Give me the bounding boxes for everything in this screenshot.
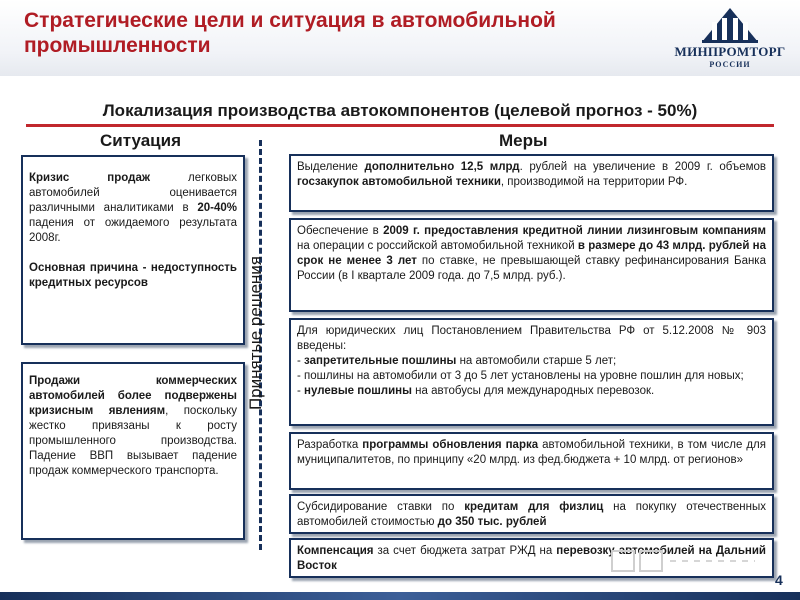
- building-icon: [672, 4, 788, 44]
- m2-bold-1: 2009 г. предоставления кредитной линии лизинговым компаниям: [383, 225, 766, 237]
- situation-box-commercial: [21, 362, 245, 540]
- watermark-icon: [610, 545, 760, 575]
- slide-title: Стратегические цели и ситуация в автомобильной промышленности: [24, 9, 556, 57]
- measure-box-1: [289, 154, 774, 212]
- situation-box-crisis: [21, 155, 245, 345]
- m4-text-2: автомобильной техники, в том числе для муниципалитетов, по принципу «20 млрд. из фед.бюджета + 10 млрд. от регионов»: [297, 439, 766, 466]
- m4-text-1: Разработка: [297, 439, 363, 451]
- m2-text-2: на операции с российской автомобильной техникой: [297, 240, 578, 252]
- m3-text-1: на автомобили старше 5 лет;: [456, 355, 617, 367]
- main-reason: Основная причина - недоступность кредитных ресурсов: [29, 262, 237, 289]
- measure-box-4: [289, 432, 774, 490]
- crisis-percent: 20-40%: [197, 202, 237, 214]
- slide-header: [0, 0, 800, 76]
- decisions-label: Принятые решения: [246, 255, 265, 411]
- m3-bold-3: нулевые пошлины: [304, 385, 412, 397]
- m2-bold-2: в размере до 43 млрд. рублей на срок не менее 3 лет: [297, 240, 766, 267]
- m6-text-1: за счет бюджета затрат РЖД на: [373, 545, 557, 557]
- m1-text-3: , производимой на территории РФ.: [500, 176, 688, 188]
- m5-bold-1: кредитам для физлиц: [464, 501, 604, 513]
- m6-bold-2: перевозку автомобилей на Дальний Восток: [297, 545, 766, 572]
- commercial-bold: Продажи коммерческих автомобилей более подвержены кризисным явлениям: [29, 375, 237, 417]
- measure-box-2: [289, 218, 774, 312]
- m4-bold-1: программы обновления парка: [362, 439, 539, 451]
- m3-bold-1: запретительные пошлины: [304, 355, 457, 367]
- ministry-logo: [672, 4, 788, 72]
- commercial-text: , поскольку жестко привязаны к росту промышленного производства. Падение ВВП вызывает падение продаж коммерческого транспорта.: [29, 405, 237, 477]
- slide-subtitle: Локализация производства автокомпонентов (целевой прогноз - 50%): [102, 101, 698, 120]
- crisis-bold: Кризис продаж: [29, 172, 150, 184]
- m1-text-1: Выделение: [297, 161, 365, 173]
- crisis-text: легковых автомобилей оценивается различными аналитиками в: [29, 172, 237, 214]
- m3-text-3: на автобусы для международных перевозок.: [411, 385, 655, 397]
- m3-text-2: - пошлины на автомобили от 3 до 5 лет установлены на уровне пошлин для новых;: [297, 370, 744, 382]
- logo-name: МИНПРОМТОРГ: [674, 44, 786, 59]
- footer-bar: [0, 592, 800, 600]
- m3-intro: Для юридических лиц Постановлением Правительства РФ от 5.12.2008 № 903 введены:: [297, 325, 766, 352]
- m1-text-2: . рублей на увеличение в 2009 г. объемов: [519, 161, 767, 173]
- crisis-text-2: падения от ожидаемого результата 2008г.: [29, 217, 237, 244]
- m3-dash-1: -: [297, 355, 305, 367]
- subtitle-divider: [26, 124, 774, 127]
- logo-country: РОССИИ: [709, 60, 751, 69]
- page-number: 4: [775, 572, 783, 588]
- m2-text-3: по ставке, не превышающей ставку рефинансирования Банка России (в I квартале 2009 года. до 7,5 млрд. руб.).: [297, 255, 766, 282]
- m5-text-1: Субсидирование ставки по: [297, 501, 465, 513]
- m5-bold-2: до 350 тыс. рублей: [437, 516, 547, 528]
- m2-text-1: Обеспечение в: [297, 225, 384, 237]
- measure-box-3: [289, 318, 774, 426]
- m1-bold-2: госзакупок автомобильной техники: [297, 176, 501, 188]
- measure-box-5: [289, 494, 774, 534]
- m6-bold-1: Компенсация: [297, 545, 374, 557]
- m1-bold-1: дополнительно 12,5 млрд: [364, 161, 520, 173]
- m5-text-2: на покупку отечественных автомобилей стоимостью: [297, 501, 767, 528]
- measures-heading: Меры: [499, 131, 548, 150]
- m3-dash-3: -: [297, 385, 305, 397]
- situation-heading: Ситуация: [100, 131, 181, 150]
